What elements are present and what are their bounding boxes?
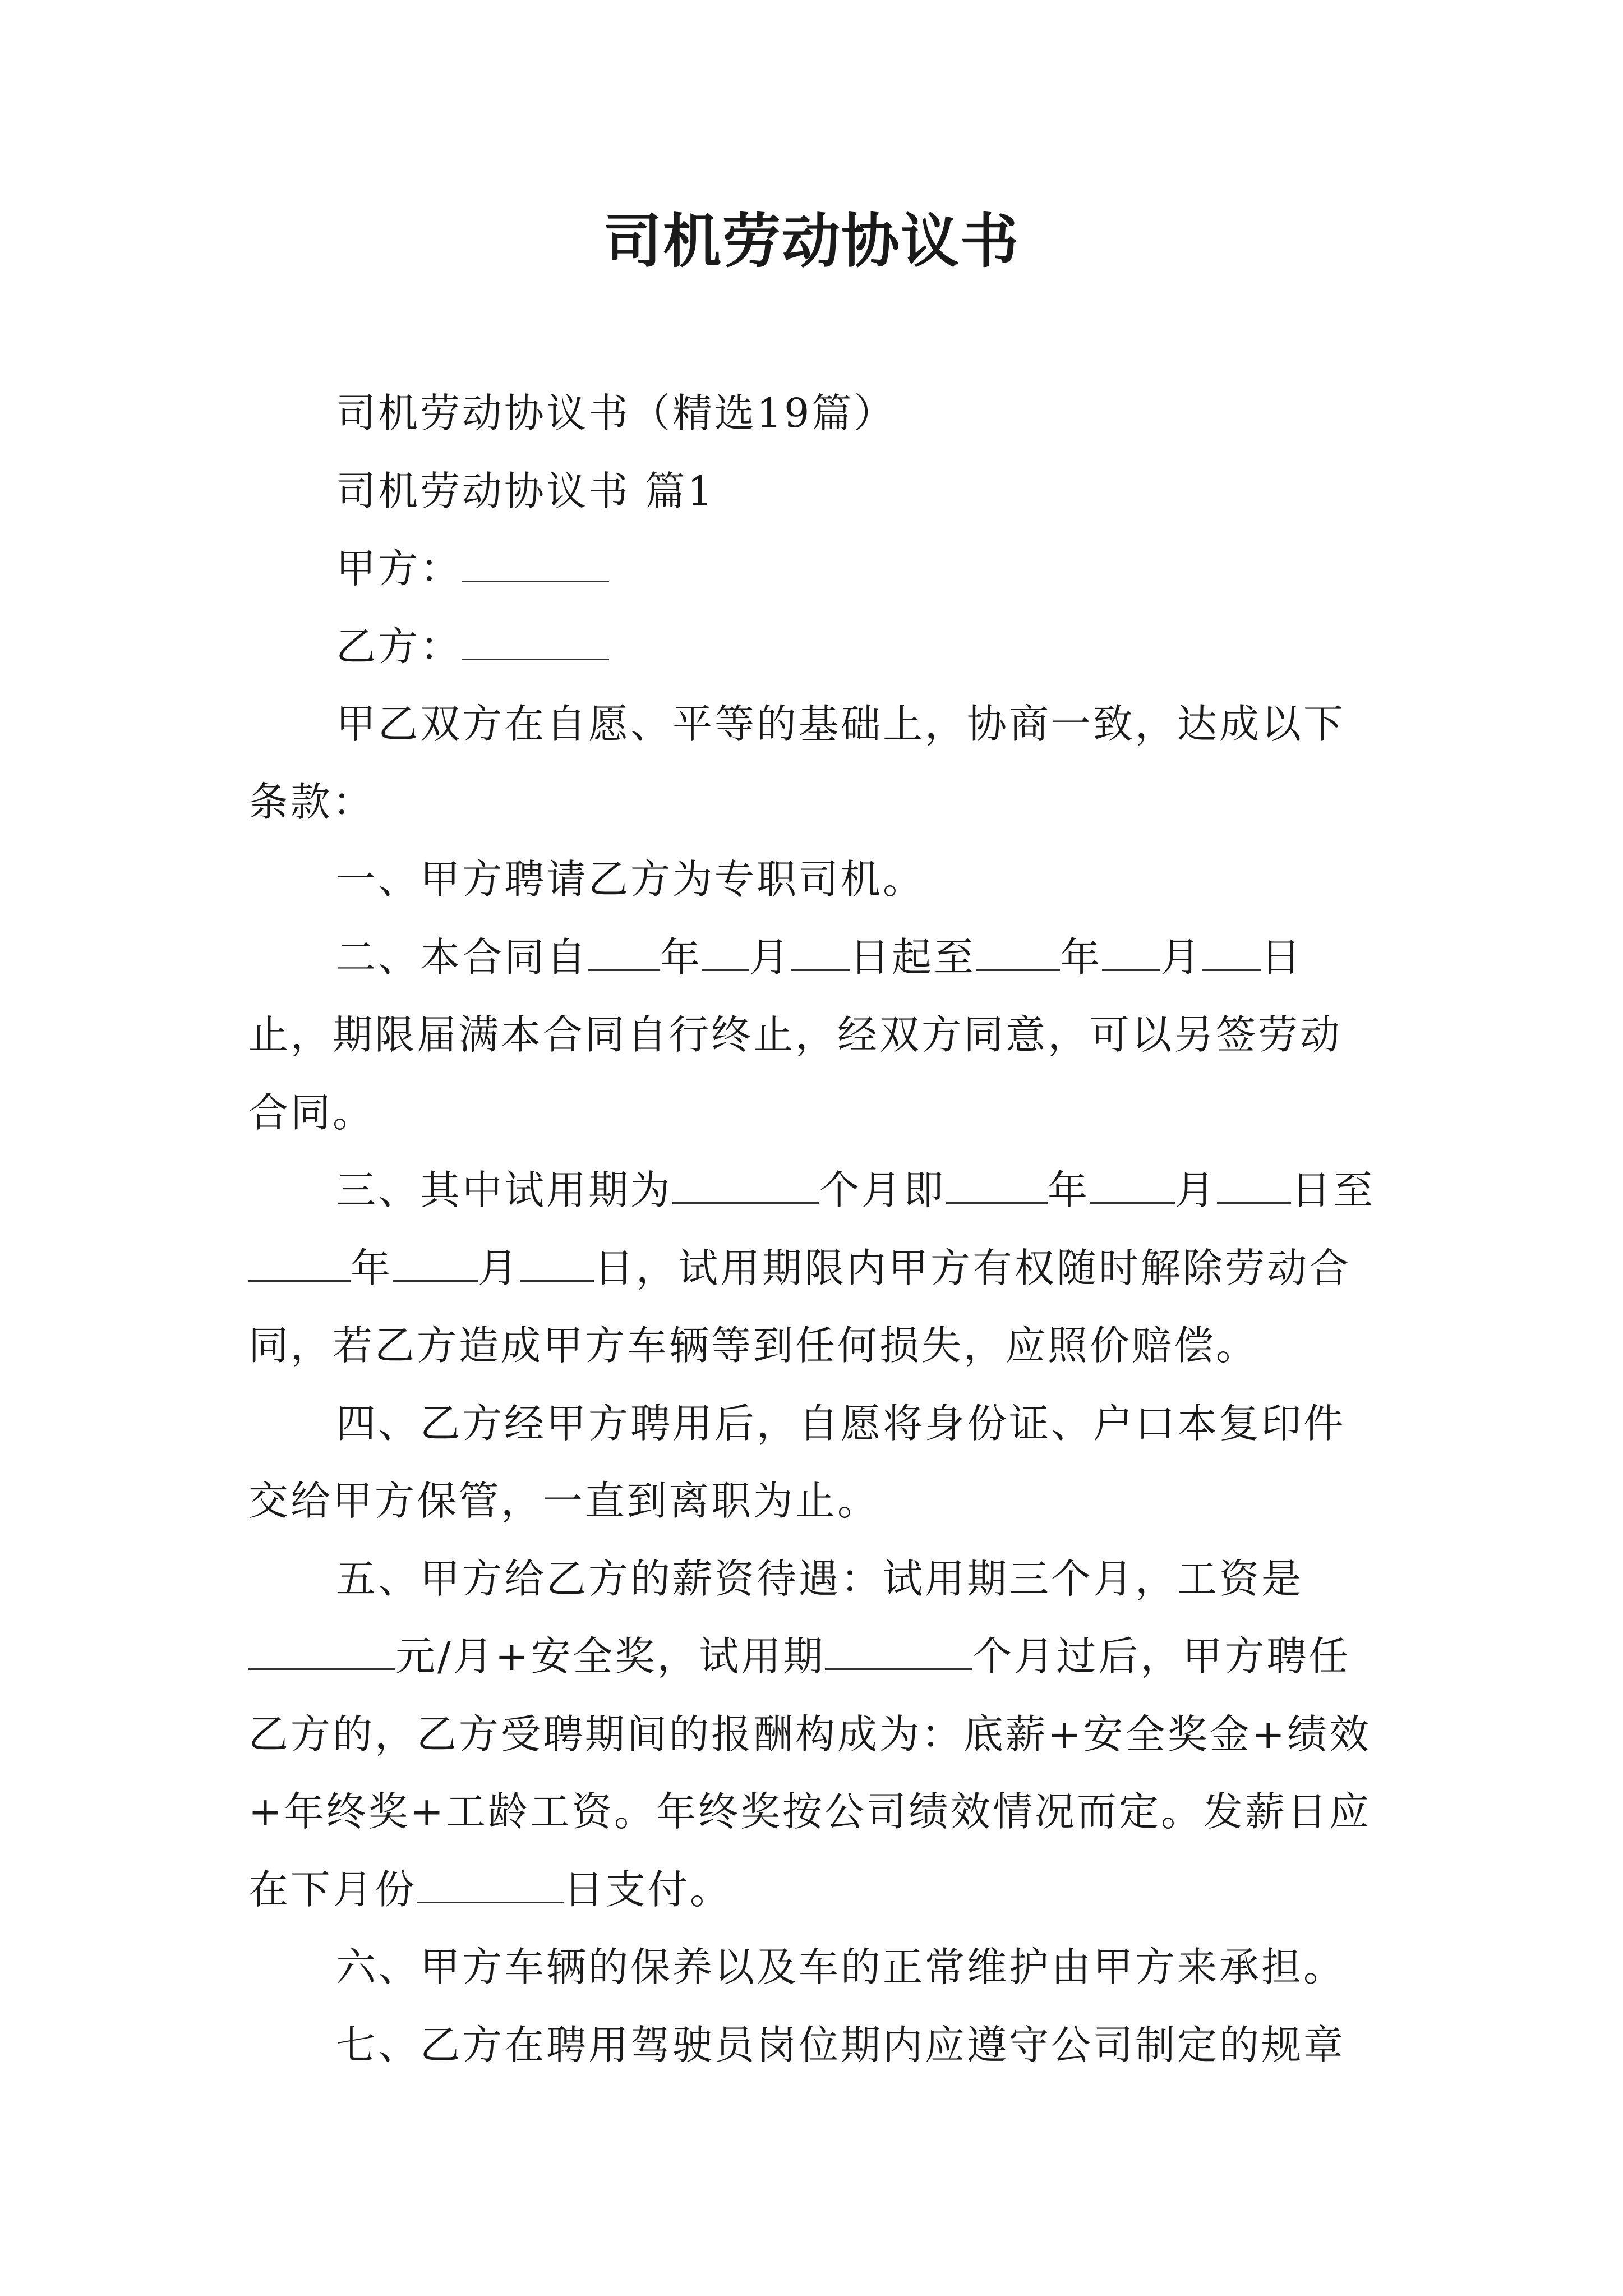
clause-4: 四、乙方经甲方聘用后，自愿将身份证、户口本复印件交给甲方保管，一直到离职为止。 xyxy=(248,1400,1346,1524)
clause-3-text: 日，试用期限内甲方有权随时解除劳动合同，若乙方造成甲方车辆等到任何损失，应照价赔偿。 xyxy=(248,1244,1352,1369)
clause-2-text: 二、本合同自 xyxy=(336,933,589,981)
clause-2 xyxy=(248,919,1382,1152)
clause-3-text: 年 xyxy=(1048,1167,1090,1213)
party-a-label: 甲方： xyxy=(336,545,463,592)
clause-5-text: 日支付。 xyxy=(564,1866,732,1913)
clause-3-text: 年 xyxy=(351,1244,393,1291)
clause-5 xyxy=(248,1540,1382,1929)
end-year-blank xyxy=(976,936,1060,971)
clause-3-text: 月 xyxy=(478,1244,520,1291)
paragraph-party-a xyxy=(248,530,1382,608)
probation-end-year-blank xyxy=(248,1246,351,1282)
clause-2-text: 月 xyxy=(749,933,792,981)
paragraph-part-heading: 司机劳动协议书 篇1 xyxy=(336,467,715,514)
probation-start-month-blank xyxy=(1090,1168,1175,1204)
probation-start-day-blank xyxy=(1217,1168,1291,1204)
clause-3-text: 日至 xyxy=(1291,1167,1376,1213)
probation-months-blank xyxy=(672,1168,819,1204)
clause-3-text: 个月即 xyxy=(819,1167,946,1213)
clause-1: 一、甲方聘请乙方为专职司机。 xyxy=(336,856,925,903)
clause-6: 六、甲方车辆的保养以及车的正常维护由甲方来承担。 xyxy=(336,1944,1346,1990)
clause-2-text: 日起至 xyxy=(850,933,976,981)
end-day-blank xyxy=(1202,936,1261,971)
probation-period-blank xyxy=(825,1635,972,1670)
start-year-blank xyxy=(588,936,660,971)
party-b-label: 乙方： xyxy=(336,623,463,670)
start-day-blank xyxy=(791,936,850,971)
clause-2-text: 月 xyxy=(1160,933,1203,981)
document-body xyxy=(248,375,1382,2084)
party-a-blank xyxy=(462,547,609,582)
clause-5-text: 元/月+安全奖，试用期 xyxy=(395,1633,826,1680)
clause-3-text: 月 xyxy=(1175,1167,1218,1213)
clause-2-text: 日止，期限届满本合同自行终止，经双方同意，可以另签劳动合同。 xyxy=(248,933,1343,1136)
end-month-blank xyxy=(1102,936,1160,971)
clause-7: 七、乙方在聘用驾驶员岗位期内应遵守公司制定的规章 xyxy=(336,2021,1346,2068)
probation-end-day-blank xyxy=(520,1246,594,1282)
start-month-blank xyxy=(702,936,749,971)
clause-3-text: 三、其中试用期为 xyxy=(336,1167,673,1213)
party-b-blank xyxy=(462,625,609,660)
paragraph-party-b xyxy=(248,608,1382,686)
document-title: 司机劳动协议书 xyxy=(603,207,1020,275)
paragraph-intro: 甲乙双方在自愿、平等的基础上，协商一致，达成以下条款： xyxy=(248,701,1346,825)
clause-2-text: 年 xyxy=(660,933,703,981)
clause-5-text: 个月过后，甲方聘任乙方的，乙方受聘期间的报酬构成为：底薪+安全奖金+绩效+年终奖+工龄工资。年终奖按公司绩效情况而定。发薪日应在下月份 xyxy=(248,1633,1371,1913)
salary-blank xyxy=(248,1635,395,1670)
paragraph-subtitle: 司机劳动协议书（精选19篇） xyxy=(336,390,896,436)
probation-end-month-blank xyxy=(393,1246,478,1282)
clause-3 xyxy=(248,1152,1382,1385)
clause-2-text: 年 xyxy=(1060,933,1103,981)
clause-5-text: 五、甲方给乙方的薪资待遇：试用期三个月，工资是 xyxy=(336,1555,1304,1602)
payday-blank xyxy=(417,1868,564,1903)
probation-start-year-blank xyxy=(946,1168,1048,1204)
